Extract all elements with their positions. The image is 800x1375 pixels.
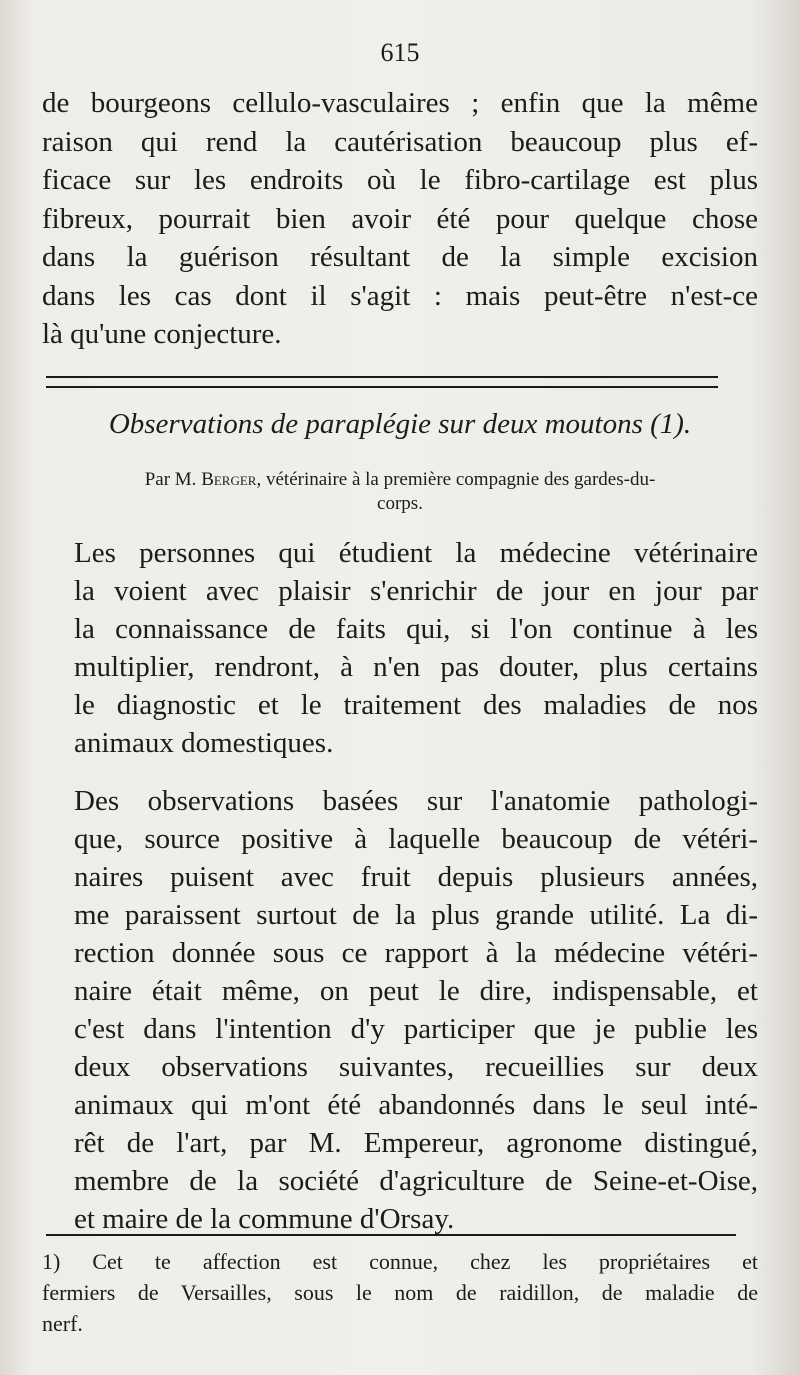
body-line: Les personnes qui étudient la médecine vétérinaire [74, 537, 758, 569]
body-line: le diagnostic et le traitement des maladies de nos [74, 689, 758, 721]
body-line: animaux qui m'ont été abandonnés dans le seul inté- [74, 1089, 758, 1121]
byline-rest-2: corps. [377, 493, 423, 514]
author-name: Berger [201, 469, 257, 490]
section-title: Observations de paraplégie sur deux moutons (1). [108, 408, 692, 440]
intro-paragraph [42, 84, 758, 354]
body-line: rection donnée sous ce rapport à la médecine vétéri- [74, 937, 758, 969]
intro-line: fibreux, pourrait bien avoir été pour quelque chose [42, 202, 758, 235]
paragraph-1 [42, 534, 758, 762]
footnote [42, 1246, 758, 1339]
intro-line: de bourgeons cellulo-vasculaires ; enfin que la même [42, 87, 758, 119]
page-number: 615 [380, 38, 420, 67]
intro-line: là qu'une conjecture. [42, 318, 282, 350]
byline [42, 468, 758, 516]
byline-prefix: Par M. [144, 469, 197, 490]
body-line: naire était même, on peut le dire, indispensable, et [74, 975, 758, 1007]
body-line: la connaissance de faits qui, si l'on continue à les [74, 613, 758, 645]
body-line: me paraissent surtout de la plus grande utilité. La di- [74, 899, 758, 931]
section-divider [46, 376, 718, 388]
body-line: c'est dans l'intention d'y participer que je publie les [74, 1013, 758, 1045]
body-line: naires puisent avec fruit depuis plusieurs années, [74, 861, 758, 893]
footnote-line: fermiers de Versailles, sous le nom de raidillon, de maladie de [42, 1280, 758, 1305]
intro-line: ficace sur les endroits où le fibro-cartilage est plus [42, 164, 758, 196]
body-line: animaux domestiques. [74, 727, 334, 759]
body-line: Des observations basées sur l'anatomie pathologi- [74, 785, 758, 817]
footnote-line: 1) Cet te affection est connue, chez les propriétaires et [42, 1249, 758, 1274]
body-line: rêt de l'art, par M. Empereur, agronome distingué, [74, 1127, 758, 1159]
body-line: que, source positive à laquelle beaucoup de vétéri- [74, 823, 758, 855]
intro-line: raison qui rend la cautérisation beaucoup plus ef- [42, 125, 758, 158]
body-line: et maire de la commune d'Orsay. [74, 1203, 455, 1235]
body-line: la voient avec plaisir s'enrichir de jour en jour par [74, 575, 758, 607]
body-line: deux observations suivantes, recueillies sur deux [74, 1051, 758, 1083]
byline-rest: , vétérinaire à la première compagnie des gardes-du- [256, 469, 656, 490]
article-body [42, 534, 758, 1238]
intro-line: dans la guérison résultant de la simple excision [42, 241, 758, 273]
footnote-line: nerf. [42, 1311, 83, 1336]
body-line: membre de la société d'agriculture de Seine-et-Oise, [74, 1165, 758, 1197]
footnote-divider [46, 1234, 736, 1236]
paragraph-2 [42, 782, 758, 1238]
intro-line: dans les cas dont il s'agit : mais peut-être n'est-ce [42, 279, 758, 312]
body-line: multiplier, rendront, à n'en pas douter, plus certains [74, 651, 758, 683]
